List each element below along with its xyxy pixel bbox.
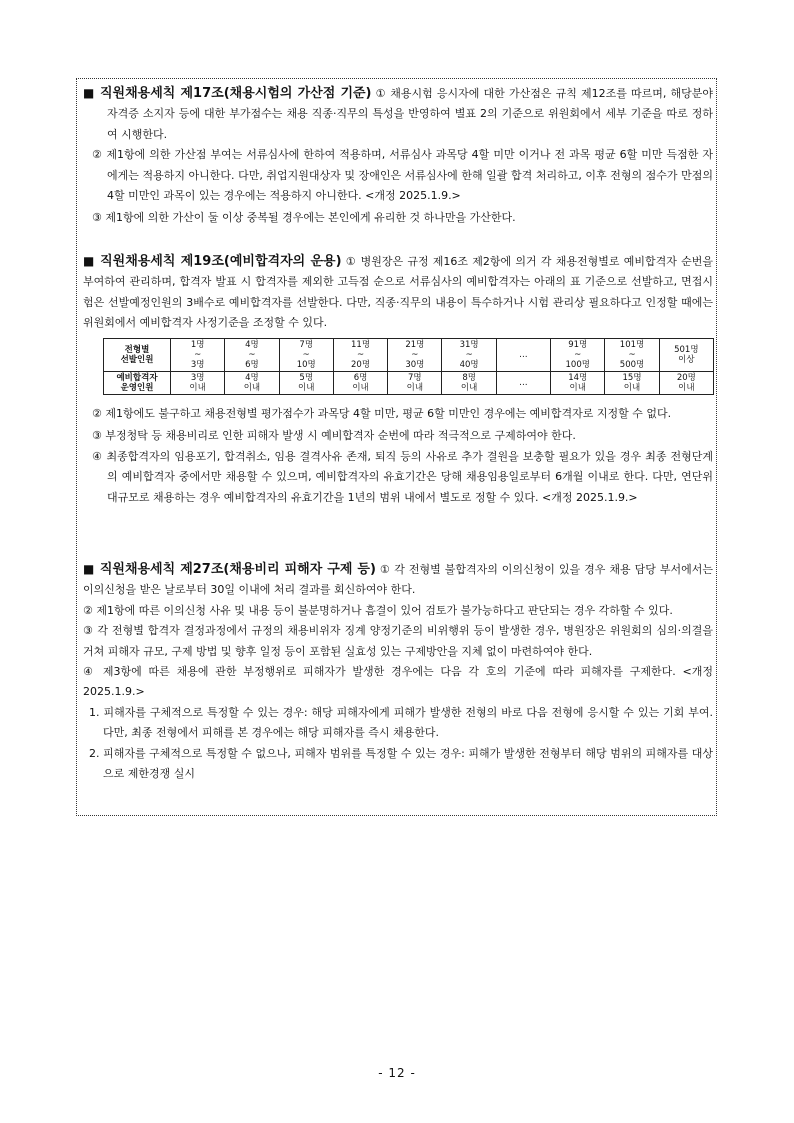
article-27-item-1: 1. 피해자를 구체적으로 특정할 수 있는 경우: 해당 피해자에게 피해가 발생한 전형의 바로 다음 전형에 응시할 수 있는 기회 부여. 다만, 최종 전형에서 피해를 본 경우에는 해당 피해자를 즉시 채용한다.	[89, 705, 713, 740]
square-bullet-icon: ■	[83, 254, 96, 268]
page-number: - 12 -	[378, 1066, 416, 1080]
article-27-para-3: ③ 각 전형별 합격자 결정과정에서 규정의 채용비위자 징계 양정기준의 비위행위 등이 발생한 경우, 병원장은 위원회의 심의·의결을 거쳐 피해자 규모, 구제 방법 및 향후 일정 등이 포함된 실효성 있는 구제방안을 지체 없이 마련하여야 한다.	[83, 624, 713, 658]
table-header-reserve: 예비합격자 운영인원	[104, 372, 171, 395]
table-cell: 4명 ~ 6명	[225, 339, 279, 372]
table-row-selection	[104, 339, 714, 372]
table-row-reserve	[104, 372, 714, 395]
table-cell: 7명 ~ 10명	[279, 339, 333, 372]
table-cell: 4명 이내	[225, 372, 279, 395]
article-27-title: 직원채용세칙 제27조(채용비리 피해자 구제 등)	[99, 562, 376, 577]
article-19-para-4: ④ 최종합격자의 임용포기, 합격취소, 임용 결격사유 존재, 퇴직 등의 사유로 추가 결원을 보충할 필요가 있을 경우 최종 전형단계의 예비합격자 중에서만 채용할 수 있으며, 예비합격자의 유효기간은 당해 채용임용일로부터 6개월 이내로 한다. 다만, 연단위 대규모로 채용하는 경우 예비합격자의 유효기간을 1년의 범위 내에서 별도로 정할 수 있다. <개정 2025.1.9.>	[92, 449, 713, 504]
table-cell: 15명 이내	[605, 372, 659, 395]
table-cell: 101명 ~ 500명	[605, 339, 659, 372]
article-27-para-2: ② 제1항에 따른 이의신청 사유 및 내용 등이 불분명하거나 흠결이 있어 검토가 불가능하다고 판단되는 경우 각하할 수 있다.	[83, 603, 673, 617]
table-header-selection: 전형별 선발인원	[104, 339, 171, 372]
square-bullet-icon: ■	[83, 86, 95, 100]
table-cell: 8명 이내	[442, 372, 496, 395]
article-27-para-1: ① 각 전형별 불합격자의 이의신청이 있을 경우 채용 담당 부서에서는 이의신청을 받은 날로부터 30일 이내에 처리 결과를 회신하여야 한다.	[83, 563, 713, 597]
table-cell: 91명 ~ 100명	[551, 339, 605, 372]
article-19-para-2: ② 제1항에도 불구하고 채용전형별 평가점수가 과목당 4할 미만, 평균 6할 미만인 경우에는 예비합격자로 지정할 수 없다.	[92, 407, 672, 420]
table-cell: 7명 이내	[388, 372, 442, 395]
section-article-27	[83, 559, 713, 784]
article-17-para-1: ① 채용시험 응시자에 대한 가산점은 규칙 제12조를 따르며, 해당분야 자격증 소지자 등에 대한 부가점수는 채용 직종·직무의 특성을 반영하여 별표 2의 기준으로 위원회에서 세부 기준을 따로 정하여 시행한다.	[107, 87, 713, 141]
table-cell: 14명 이내	[551, 372, 605, 395]
table-cell: 20명 이내	[659, 372, 713, 395]
article-19-para-3: ③ 부정청탁 등 채용비리로 인한 피해자 발생 시 예비합격자 순번에 따라 적극적으로 구제하여야 한다.	[92, 429, 576, 443]
article-27-heading	[83, 562, 376, 577]
table-cell: 21명 ~ 30명	[388, 339, 442, 372]
table-cell-ellipsis: …	[496, 372, 550, 395]
article-19-para-1: ① 병원장은 규정 제16조 제2항에 의거 각 채용전형별로 예비합격자 순번을 부여하여 관리하며, 합격자 발표 시 합격자를 제외한 고득점 순으로 서류심사의 예비합격자는 아래의 표 기준으로 선발하고, 면접시험은 선발예정인원의 3배수로 예비합격자를 선발한다. 다만, 직종·직무의 내용이 특수하거나 시험 관리상 필요하다고 인정할 때에는 위원회에서 예비합격자 사정기준을 조정할 수 있다.	[83, 255, 713, 330]
section-article-17	[83, 83, 713, 229]
table-cell: 3명 이내	[171, 372, 225, 395]
section-article-19	[83, 251, 713, 334]
table-cell: 5명 이내	[279, 372, 333, 395]
table-cell: 11명 ~ 20명	[333, 339, 387, 372]
table-cell-ellipsis: …	[496, 339, 550, 372]
reserve-candidate-table	[103, 338, 714, 395]
article-27-item-2: 2. 피해자를 구체적으로 특정할 수 없으나, 피해자 범위를 특정할 수 있는 경우: 피해가 발생한 전형부터 해당 범위의 피해자를 대상으로 제한경쟁 실시	[89, 746, 713, 781]
section-article-19-continued	[83, 404, 713, 508]
table-cell: 1명 ~ 3명	[171, 339, 225, 372]
article-17-heading	[83, 86, 372, 101]
square-bullet-icon: ■	[83, 562, 95, 576]
article-17-title: 직원채용세칙 제17조(채용시험의 가산점 기준)	[99, 86, 372, 101]
article-27-para-4: ④ 제3항에 따른 채용에 관한 부정행위로 피해자가 발생한 경우에는 다음 각 호의 기준에 따라 피해자를 구제한다. <개정 2025.1.9.>	[83, 665, 713, 699]
table-cell: 31명 ~ 40명	[442, 339, 496, 372]
table-cell: 6명 이내	[333, 372, 387, 395]
article-17-para-2: ② 제1항에 의한 가산점 부여는 서류심사에 한하여 적용하며, 서류심사 과목당 4할 미만 이거나 전 과목 평균 6할 미만 득점한 자에게는 적용하지 아니한다. 다만, 취업지원대상자 및 장애인은 서류심사에 한해 일괄 합격 처리하고, 이후 전형의 점수가 만점의 4할 미만인 과목이 있는 경우에는 적용하지 아니한다. <개정 2025.1.9.>	[92, 148, 713, 203]
article-19-title: 직원채용세칙 제19조(예비합격자의 운용)	[100, 254, 342, 269]
article-27-first-paragraph	[83, 559, 713, 601]
article-19-heading	[83, 254, 342, 269]
article-17-first-paragraph	[83, 83, 713, 145]
article-19-first-paragraph	[83, 251, 713, 334]
article-17-para-3: ③ 제1항에 의한 가산이 둘 이상 중복될 경우에는 본인에게 유리한 것 하나만을 가산한다.	[92, 211, 516, 225]
table-cell: 501명 이상	[659, 339, 713, 372]
